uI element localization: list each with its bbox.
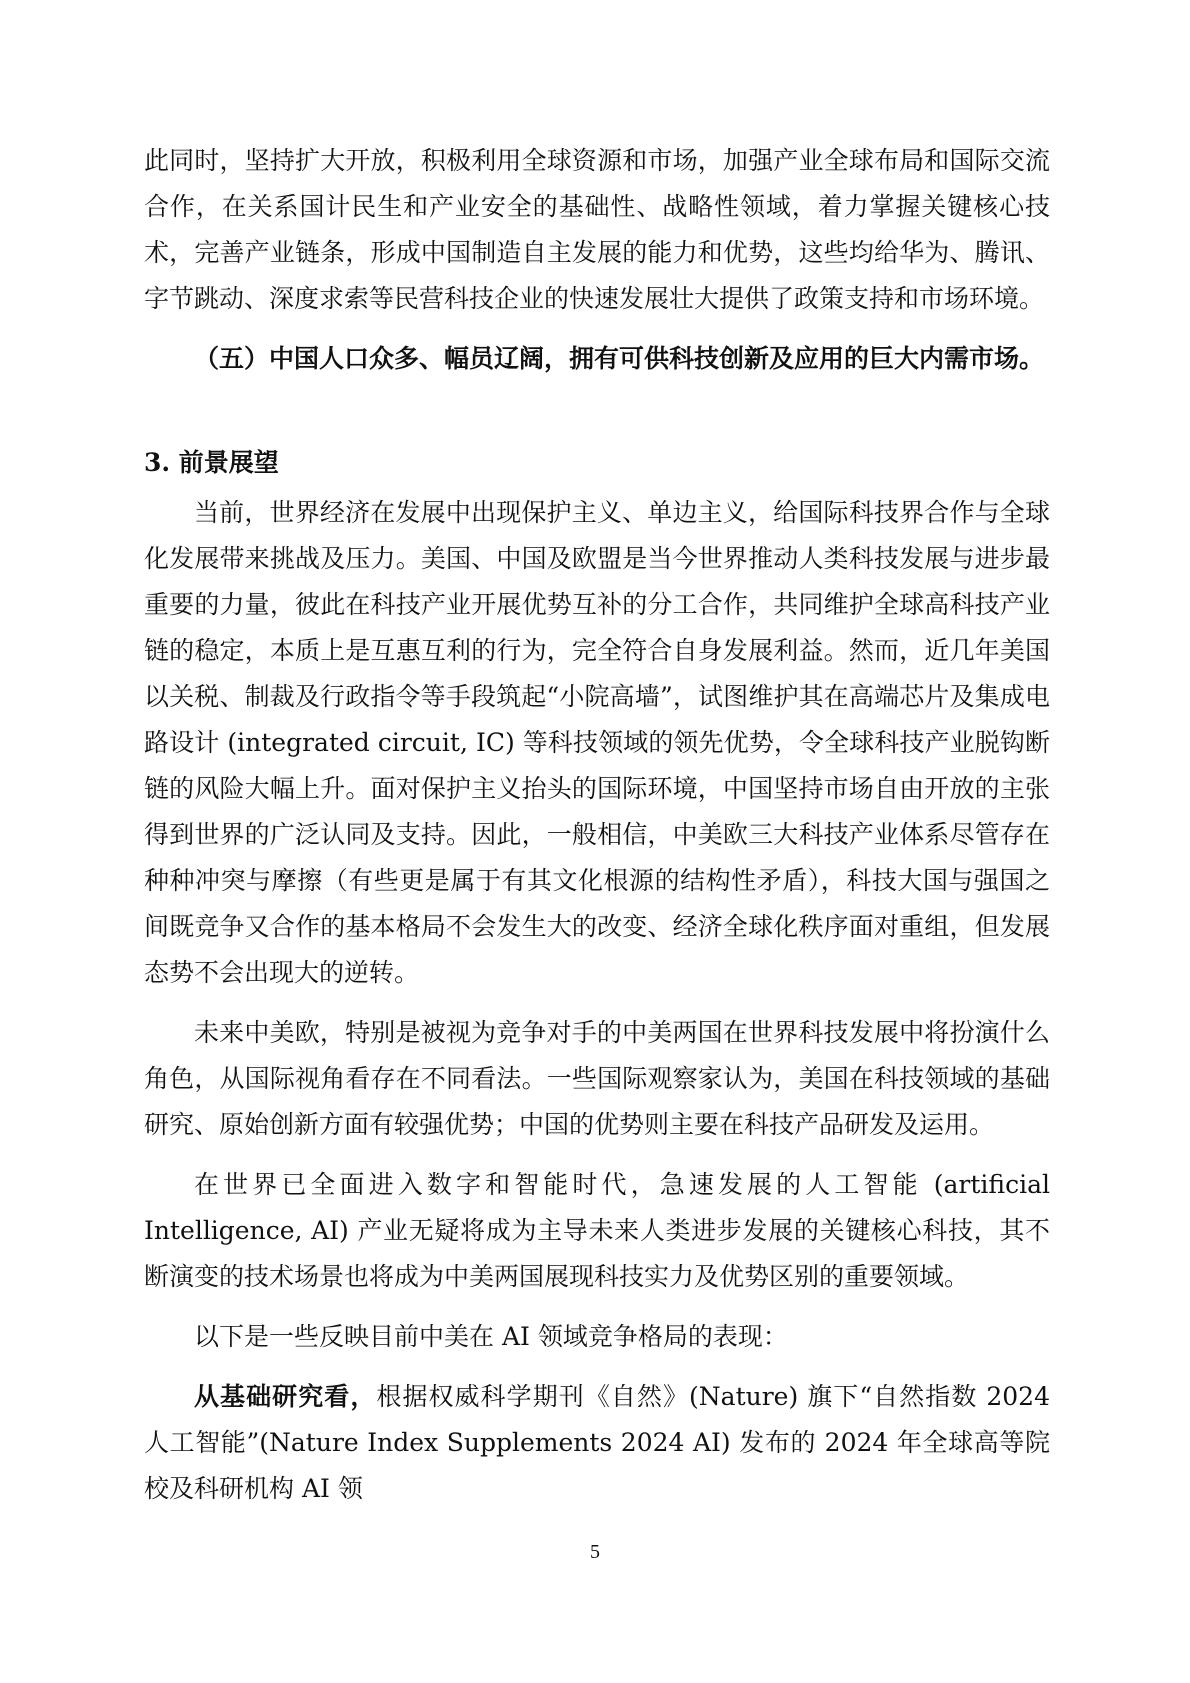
point-five-bold-statement: （五）中国人口众多、幅员辽阔，拥有可供科技创新及应用的巨大内需市场。: [194, 344, 1045, 373]
section-heading-outlook: 3. 前景展望: [144, 448, 279, 477]
paragraph-basic-research: [144, 1374, 1050, 1512]
page-number: 5: [590, 1541, 600, 1563]
paragraph-future-roles: 未来中美欧，特别是被视为竞争对手的中美两国在世界科技发展中将扮演什么角色，从国际视角看存在不同看法。一些国际观察家认为，美国在科技领域的基础研究、原始创新方面有较强优势；中国的优势则主要在科技产品研发及运用。: [144, 1018, 1050, 1139]
paragraph-continuation: 此同时，坚持扩大开放，积极利用全球资源和市场，加强产业全球布局和国际交流合作，在关系国计民生和产业安全的基础性、战略性领域，着力掌握关键核心技术，完善产业链条，形成中国制造自主发展的能力和优势，这些均给华为、腾讯、字节跳动、深度求索等民营科技企业的快速发展壮大提供了政策支持和市场环境。: [144, 146, 1050, 313]
basic-research-text: 根据权威科学期刊《自然》(Nature) 旗下“自然指数 2024 人工智能”(Nature Index Supplements 2024 AI) 发布的 2024 年全球高等院校及科研机构 AI 领: [144, 1382, 1050, 1503]
page-body: [144, 138, 1050, 1512]
paragraph-ai-era: 在世界已全面进入数字和智能时代，急速发展的人工智能 (artificial Intelligence, AI) 产业无疑将成为主导未来人类进步发展的关键核心科技，其不断演变的技术场景也将成为中美两国展现科技实力及优势区别的重要领域。: [144, 1170, 1050, 1291]
paragraph-competition-intro: 以下是一些反映目前中美在 AI 领域竞争格局的表现：: [194, 1322, 788, 1351]
paragraph-current-situation: 当前，世界经济在发展中出现保护主义、单边主义，给国际科技界合作与全球化发展带来挑战及压力。美国、中国及欧盟是当今世界推动人类科技发展与进步最重要的力量，彼此在科技产业开展优势互补的分工合作，共同维护全球高科技产业链的稳定，本质上是互惠互利的行为，完全符合自身发展利益。然而，近几年美国以关税、制裁及行政指令等手段筑起“小院高墙”，试图维护其在高端芯片及集成电路设计 (integrated circuit, IC) 等科技领域的领先优势，令全球科技产业脱钩断链的风险大幅上升。面对保护主义抬头的国际环境，中国坚持市场自由开放的主张得到世界的广泛认同及支持。因此，一般相信，中美欧三大科技产业体系尽管存在种种冲突与摩擦（有些更是属于有其文化根源的结构性矛盾），科技大国与强国之间既竞争又合作的基本格局不会发生大的改变、经济全球化秩序面对重组，但发展态势不会出现大的逆转。: [144, 498, 1050, 987]
basic-research-lead: 从基础研究看，: [194, 1382, 377, 1411]
